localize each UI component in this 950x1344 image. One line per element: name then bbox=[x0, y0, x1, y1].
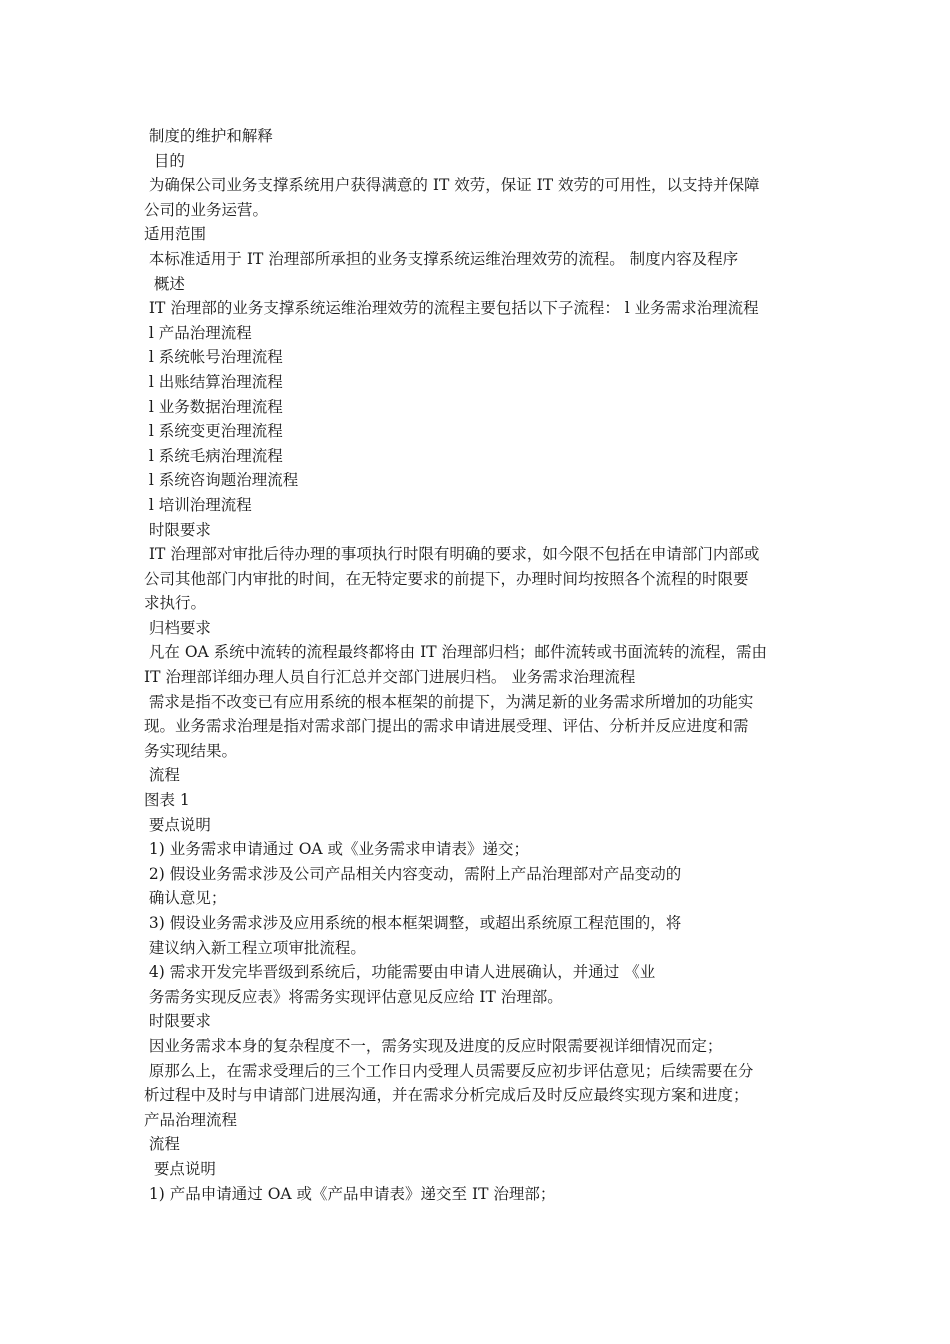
document-body bbox=[144, 124, 812, 1206]
text-line: l 系统变更治理流程 bbox=[144, 422, 283, 441]
text-line: 公司其他部门内审批的时间，在无特定要求的前提下，办理时间均按照各个流程的时限要 bbox=[144, 569, 749, 588]
text-line: 本标准适用于 IT 治理部所承担的业务支撑系统运维治理效劳的流程。 制度内容及程序 bbox=[144, 249, 739, 268]
text-line: 流程 bbox=[144, 766, 180, 785]
text-line: 原那么上，在需求受理后的三个工作日内受理人员需要反应初步评估意见；后续需要在分 bbox=[144, 1061, 754, 1080]
text-line: l 业务数据治理流程 bbox=[144, 397, 283, 416]
text-line: 概述 bbox=[144, 274, 185, 293]
text-line: 求执行。 bbox=[144, 594, 207, 613]
text-line: 建议纳入新工程立项审批流程。 bbox=[144, 938, 366, 957]
text-line: 4) 需求开发完毕晋级到系统后，功能需要由申请人进展确认，并通过 《业 bbox=[144, 963, 656, 982]
text-line: 凡在 OA 系统中流转的流程最终都将由 IT 治理部归档；邮件流转或书面流转的流程，需由 bbox=[144, 643, 767, 662]
text-line: IT 治理部对审批后待办理的事项执行时限有明确的要求，如今限不包括在申请部门内部或 bbox=[144, 545, 760, 564]
text-line: 3) 假设业务需求涉及应用系统的根本框架调整，或超出系统原工程范围的，将 bbox=[144, 914, 682, 932]
text-line: 确认意见； bbox=[144, 889, 227, 908]
text-line: l 出账结算治理流程 bbox=[144, 372, 283, 391]
text-line: 1) 产品申请通过 OA 或《产品申请表》递交至 IT 治理部； bbox=[144, 1184, 556, 1203]
text-line: 产品治理流程 bbox=[144, 1110, 238, 1129]
text-line: 要点说明 bbox=[144, 815, 211, 834]
text-line: 2) 假设业务需求涉及公司产品相关内容变动，需附上产品治理部对产品变动的 bbox=[144, 864, 682, 883]
text-line: 因业务需求本身的复杂程度不一，需务实现及进度的反应时限需要视详细情况而定； bbox=[144, 1036, 723, 1055]
text-line: 务需务实现反应表》将需务实现评估意见反应给 IT 治理部。 bbox=[144, 987, 563, 1006]
text-line: 析过程中及时与申请部门进展沟通，并在需求分析完成后及时反应最终实现方案和进度； bbox=[144, 1086, 749, 1105]
text-line: 图表 1 bbox=[144, 791, 190, 810]
text-line: l 系统咨询题治理流程 bbox=[144, 471, 299, 490]
text-line: 时限要求 bbox=[144, 1012, 211, 1031]
text-line: 为确保公司业务支撑系统用户获得满意的 IT 效劳，保证 IT 效劳的可用性，以支持并保障 bbox=[144, 176, 760, 195]
text-line: IT 治理部详细办理人员自行汇总并交部门进展归档。 业务需求治理流程 bbox=[144, 668, 636, 687]
text-line: l 系统帐号治理流程 bbox=[144, 348, 283, 367]
text-line: 现。业务需求治理是指对需求部门提出的需求申请进展受理、评估、分析并反应进度和需 bbox=[144, 717, 749, 736]
text-line: IT 治理部的业务支撑系统运维治理效劳的流程主要包括以下子流程： l 业务需求治理流程 bbox=[144, 299, 759, 318]
text-line: 需求是指不改变已有应用系统的根本框架的前提下，为满足新的业务需求所增加的功能实 bbox=[144, 692, 754, 711]
text-line: 要点说明 bbox=[144, 1159, 216, 1178]
text-line: 时限要求 bbox=[144, 520, 211, 539]
text-line: l 产品治理流程 bbox=[144, 323, 252, 342]
text-line: 务实现结果。 bbox=[144, 741, 238, 760]
text-line: 1) 业务需求申请通过 OA 或《业务需求申请表》递交； bbox=[144, 840, 530, 859]
text-line: 归档要求 bbox=[144, 618, 211, 637]
text-line: l 培训治理流程 bbox=[144, 495, 252, 514]
text-line: 适用范围 bbox=[144, 225, 207, 244]
text-line: 流程 bbox=[144, 1135, 180, 1154]
text-line: l 系统毛病治理流程 bbox=[144, 446, 283, 465]
text-line: 公司的业务运营。 bbox=[144, 200, 269, 219]
text-line: 制度的维护和解释 bbox=[144, 127, 273, 145]
text-line: 目的 bbox=[144, 151, 185, 170]
